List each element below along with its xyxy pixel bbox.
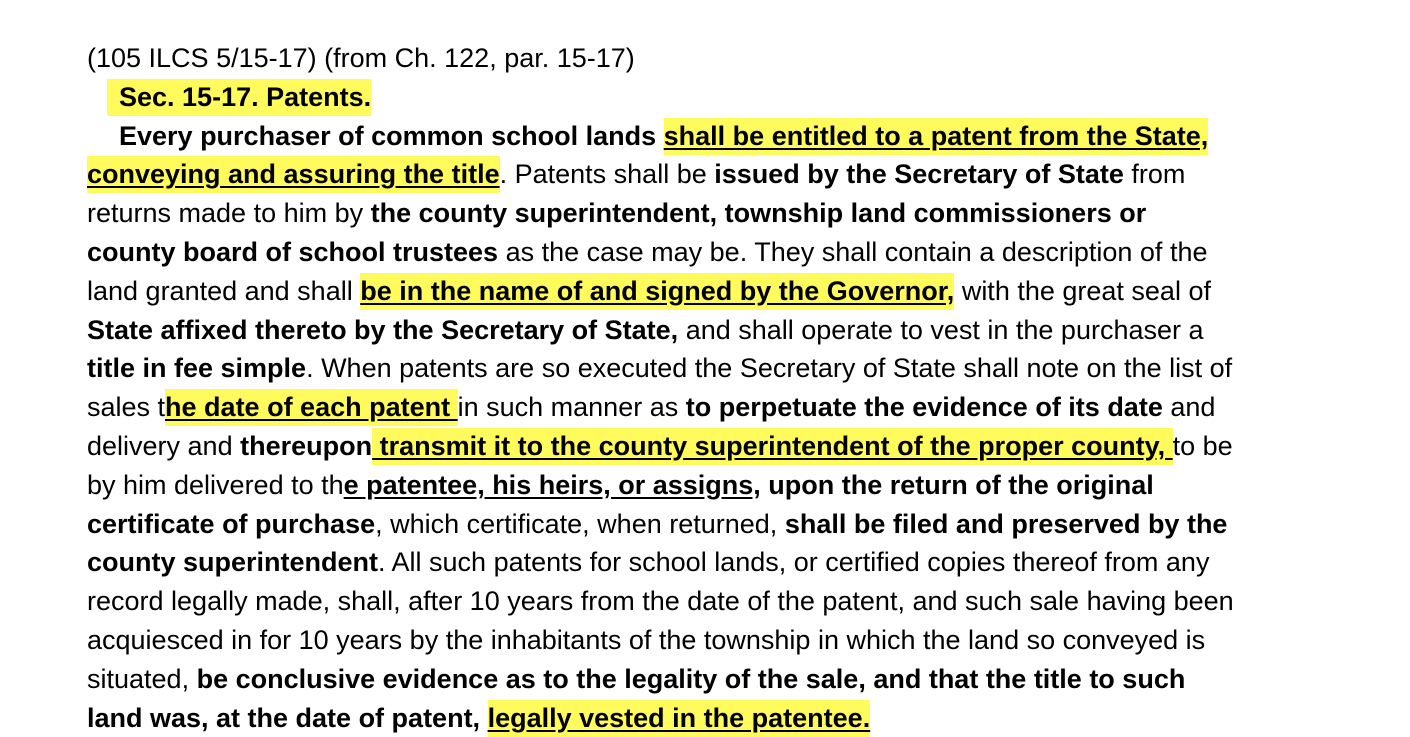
text-segment: and [1162, 392, 1216, 423]
body-line-10 [87, 466, 1337, 505]
highlighted-phrase: be in the name of and signed by the Governor, [360, 273, 954, 310]
body-line-7 [87, 349, 1337, 388]
underlined-phrase: e patentee, his heirs, or assigns, [343, 469, 761, 500]
text-segment: . All such patents for school lands, or certified copies thereof from any [378, 547, 1210, 578]
text-segment: in such manner as [457, 392, 686, 423]
body-line-13 [87, 582, 1337, 621]
bold-phrase: certificate of purchase [87, 508, 376, 539]
text-segment: sales t [87, 392, 166, 423]
bold-phrase: county board of school trustees [87, 236, 499, 267]
body-line-11 [87, 505, 1337, 544]
body-line-9 [87, 427, 1337, 466]
text-segment: and shall operate to vest in the purchaser a [678, 314, 1204, 345]
text-segment: returns made to him by [87, 198, 371, 229]
body-line-3 [87, 194, 1337, 233]
highlighted-phrase: conveying and assuring the title [87, 156, 500, 193]
body-line-1 [87, 117, 1337, 156]
body-line-12 [87, 543, 1337, 582]
body-line-16 [87, 699, 1337, 737]
body-line-14 [87, 621, 1337, 660]
body-line-8 [87, 388, 1337, 427]
section-heading: Sec. 15-17. Patents. [107, 79, 371, 116]
highlighted-phrase: legally vested in the patentee. [488, 700, 871, 737]
text-segment: acquiesced in for 10 years by the inhabitants of the township in which the land so conveyed is [87, 624, 1206, 655]
text-segment: . Patents shall be [499, 159, 715, 190]
bold-phrase: thereupon [240, 430, 373, 461]
text-segment: delivery and [87, 430, 241, 461]
bold-phrase: county superintendent [87, 547, 379, 578]
text-segment: . When patents are so executed the Secretary of State shall note on the list of [306, 353, 1233, 384]
statute-citation: (105 ILCS 5/15-17) (from Ch. 122, par. 15-17) [87, 43, 635, 73]
highlighted-phrase: he date of each patent [165, 389, 458, 426]
body-line-5 [87, 272, 1337, 311]
text-segment: with the great seal of [954, 275, 1211, 306]
bold-phrase: upon the return of the original [760, 469, 1154, 500]
body-line-2 [87, 155, 1337, 194]
bold-phrase: title in fee simple [87, 353, 307, 384]
text-segment: situated, [87, 663, 197, 694]
text-segment: as the case may be. They shall contain a description of the [498, 236, 1208, 267]
text-segment: Every purchaser of common school lands [119, 120, 664, 151]
bold-phrase: land was, at the date of patent, [87, 702, 488, 733]
body-line-6 [87, 311, 1337, 350]
statute-document [87, 39, 1337, 737]
text-segment: to be [1172, 430, 1233, 461]
bold-phrase: be conclusive evidence as to the legality of the sale, and that the title to such [196, 663, 1186, 694]
bold-phrase: State affixed thereto by the Secretary of State, [87, 314, 679, 345]
bold-phrase: to perpetuate the evidence of its date [685, 392, 1163, 423]
bold-phrase: the county superintendent, township land commissioners or [370, 198, 1147, 229]
highlighted-phrase: transmit it to the county superintendent of the proper county, [372, 428, 1173, 465]
text-segment: by him delivered to th [87, 469, 344, 500]
body-line-15 [87, 660, 1337, 699]
bold-phrase: issued by the Secretary of State [714, 159, 1124, 190]
text-segment: record legally made, shall, after 10 years from the date of the patent, and such sale having been [87, 586, 1234, 617]
bold-phrase: shall be filed and preserved by the [784, 508, 1228, 539]
highlighted-phrase: shall be entitled to a patent from the State, [664, 118, 1209, 155]
body-line-4 [87, 233, 1337, 272]
text-segment: , which certificate, when returned, [375, 508, 785, 539]
text-segment: from [1123, 159, 1186, 190]
text-segment: land granted and shall [87, 275, 361, 306]
section-heading-line [87, 78, 1337, 117]
